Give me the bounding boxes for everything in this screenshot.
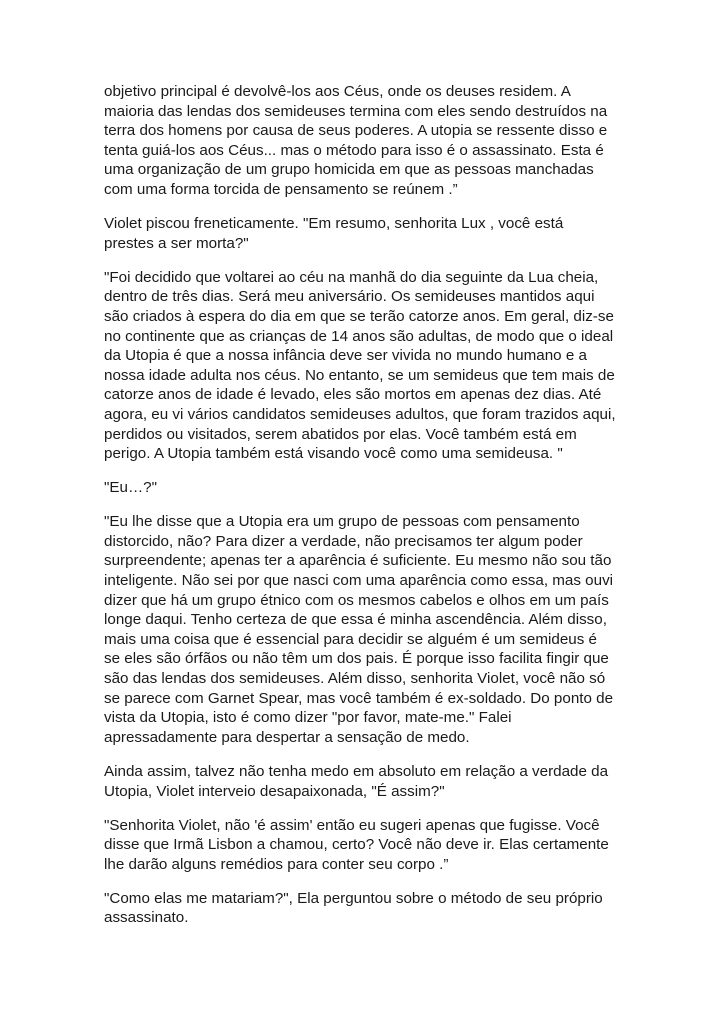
paragraph-2: Violet piscou freneticamente. "Em resumo, senhorita Lux , você está prestes a ser morta?" bbox=[104, 215, 564, 252]
paragraph-5: "Eu lhe disse que a Utopia era um grupo de pessoas com pensamento distorcido, não? Para dizer a verdade, não precisamos ter algum poder surpreendente; apenas ter a aparência é suficiente. Eu mesmo não sou tão inteligente. Não sei por que nasci com uma aparência como essa, mas ouvi dizer que há um grupo étnico com os mesmos cabelos e olhos em um país longe daqui. Tenho certeza de que essa é minha ascendência. Além disso, mais uma coisa que é essencial para decidir se alguém é um semideus é se eles são órfãos ou não têm um dos pais. É porque isso facilita fingir que são das lendas dos semideuses. Além disso, senhorita Violet, você não só se parece com Garnet Spear, mas você também é ex-soldado. Do ponto de vista da Utopia, isto é como dizer "por favor, mate-me." Falei apressadamente para despertar a sensação de medo. bbox=[104, 513, 614, 746]
paragraph-4: "Eu…?" bbox=[104, 479, 157, 497]
body-text bbox=[104, 82, 616, 943]
paragraph-7: "Senhorita Violet, não 'é assim' então eu sugeri apenas que fugisse. Você disse que Irmã Lisbon a chamou, certo? Você não deve ir. Elas certamente lhe darão alguns remédios para conter seu corpo .” bbox=[104, 816, 609, 873]
paragraph-6: Ainda assim, talvez não tenha medo em absoluto em relação a verdade da Utopia, Violet interveio desapaixonada, "É assim?" bbox=[104, 762, 609, 800]
paragraph-8: "Como elas me matariam?", Ela perguntou sobre o método de seu próprio assassinato. bbox=[104, 889, 603, 927]
paragraph-3: "Foi decidido que voltarei ao céu na manhã do dia seguinte da Lua cheia, dentro de três dias. Será meu aniversário. Os semideuses mantidos aqui são criados à espera do dia em que se terão catorze anos. Em geral, diz-se no continente que as crianças de 14 anos são adultas, de modo que o ideal da Utopia é que a nossa infância deve ser vivida no mundo humano e a nossa idade adulta nos céus. No entanto, se um semideus que tem mais de catorze anos de idade é levado, eles são mortos em apenas dez dias. Até agora, eu vi vários candidatos semideuses adultos, que foram trazidos aqui, perdidos ou visitados, serem abatidos por elas. Você também está em perigo. A Utopia também está visando você como uma semideusa. " bbox=[104, 268, 616, 463]
paragraph-1: objetivo principal é devolvê-los aos Céus, onde os deuses residem. A maioria das lendas dos semideuses termina com eles sendo destruídos na terra dos homens por causa de seus poderes. A utopia se ressente disso e tenta guiá-los aos Céus... mas o método para isso é o assassinato. Esta é uma organização de um grupo homicida em que as pessoas manchadas com uma forma torcida de pensamento se reúnem .” bbox=[104, 83, 608, 198]
